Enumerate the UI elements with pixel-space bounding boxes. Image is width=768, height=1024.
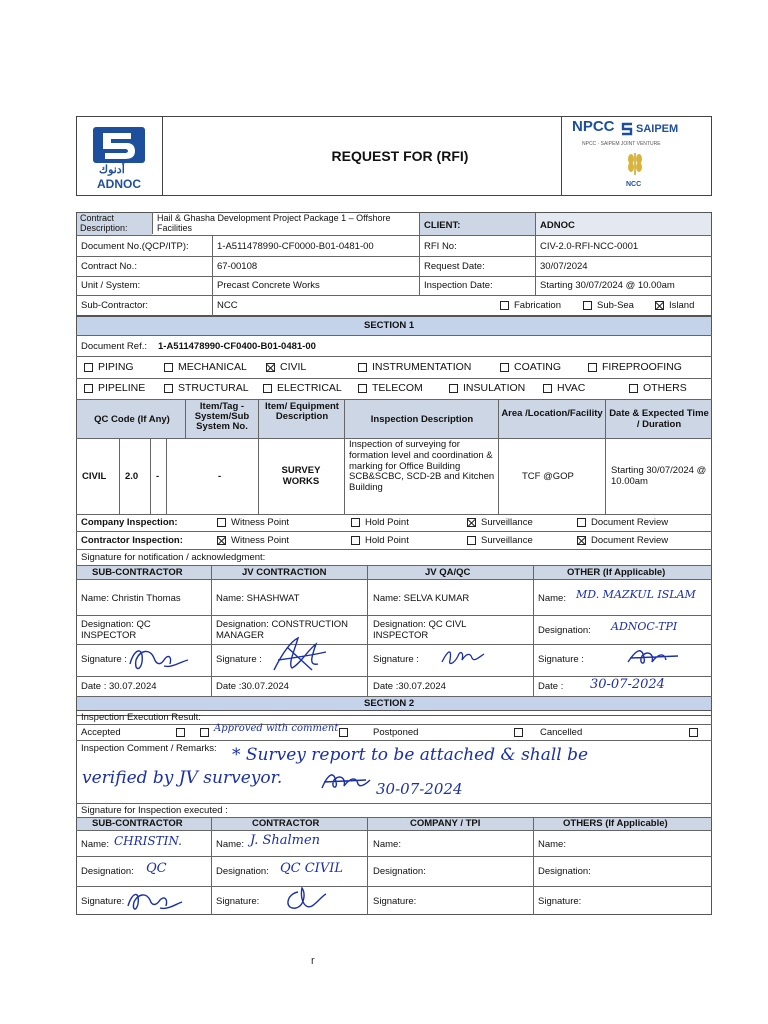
island-checkbox[interactable]: [655, 301, 664, 310]
s2-party-contractor: CONTRACTOR: [252, 818, 320, 829]
name-jv-qaqc: Name: SELVA KUMAR: [373, 593, 470, 604]
contractor-hold-label: Hold Point: [365, 535, 409, 546]
designation-other-handwritten: ADNOC-TPI: [611, 620, 678, 633]
contractor-witness-checkbox[interactable]: [217, 536, 226, 545]
document-title: REQUEST FOR (RFI): [331, 148, 469, 164]
comment-label: Inspection Comment / Remarks:: [81, 743, 217, 754]
comment-sign-date: 30-07-2024: [376, 780, 463, 798]
discipline-checkbox-mechanical[interactable]: [164, 363, 173, 372]
item-equipment-header: Item/ Equipment Description: [265, 401, 339, 422]
contract-no-value: 67-00108: [217, 261, 258, 272]
discipline-checkbox-electrical[interactable]: [263, 384, 272, 393]
s2-name-sub-handwritten: CHRISTIN.: [114, 834, 182, 848]
s2-designation-contractor-label: Designation:: [216, 866, 269, 877]
island-label: Island: [669, 300, 695, 311]
rfi-no-value: CIV-2.0-RFI-NCC-0001: [540, 241, 639, 252]
postponed-label: Postponed: [373, 727, 419, 738]
discipline-label-insulation: INSULATION: [463, 382, 526, 394]
jv-caption: NPCC · SAIPEM JOINT VENTURE: [582, 141, 661, 147]
party-other: OTHER (If Applicable): [567, 567, 666, 578]
contractor-inspection-label: Contractor Inspection:: [81, 535, 183, 546]
date-sub-contractor: Date : 30.07.2024: [81, 681, 157, 692]
contractor-surveillance-label: Surveillance: [481, 535, 533, 546]
discipline-checkbox-others[interactable]: [629, 384, 638, 393]
s2-name-contractor-handwritten: J. Shalmen: [250, 833, 321, 848]
date-other-label: Date :: [538, 681, 564, 692]
discipline-checkbox-instrumentation[interactable]: [358, 363, 367, 372]
party-jv-qaqc: JV QA/QC: [425, 567, 471, 578]
footer-mark: r: [311, 955, 315, 967]
discipline-label-coating: COATING: [514, 361, 562, 373]
sub-sea-label: Sub-Sea: [597, 300, 634, 311]
fabrication-checkbox[interactable]: [500, 301, 509, 310]
document-no-label: Document No.(QCP/ITP):: [81, 241, 189, 252]
item-equipment-value: SURVEY WORKS: [281, 465, 321, 487]
comment-signature: [318, 768, 374, 794]
s2-name-others-label: Name:: [538, 839, 566, 850]
s2-signature-company-label: Signature:: [373, 896, 417, 907]
unit-system-label: Unit / System:: [81, 280, 141, 291]
discipline-checkbox-fireproofing[interactable]: [588, 363, 597, 372]
discipline-checkbox-hvac[interactable]: [543, 384, 552, 393]
s2-signature-contractor-label: Signature:: [216, 896, 260, 907]
discipline-label-mechanical: MECHANICAL: [178, 361, 247, 373]
company-inspection-label: Company Inspection:: [81, 517, 178, 528]
accepted-label: Accepted: [81, 727, 121, 738]
contractor-document-review-label: Document Review: [591, 535, 669, 546]
approved-with-comment-checkbox[interactable]: [200, 728, 209, 737]
accepted-checkbox[interactable]: [176, 728, 185, 737]
comment-line-1: * Survey report to be attached & shall be: [232, 745, 589, 765]
s2-designation-sub-label: Designation:: [81, 866, 134, 877]
adnoc-wordmark: ADNOC: [97, 177, 141, 191]
item-tag-value: -: [218, 471, 222, 482]
discipline-label-hvac: HVAC: [557, 382, 586, 394]
qc-dash-value: -: [156, 471, 160, 482]
qc-num-value: 2.0: [125, 471, 139, 482]
name-sub-contractor: Name: Christin Thomas: [81, 593, 181, 604]
request-date-label: Request Date:: [424, 261, 485, 272]
npcc-wordmark: NPCC: [572, 118, 615, 135]
contractor-witness-label: Witness Point: [231, 535, 290, 546]
name-other-handwritten: MD. MAZKUL ISLAM: [576, 588, 696, 601]
discipline-label-pipeline: PIPELINE: [98, 382, 146, 394]
contractor-hold-checkbox[interactable]: [351, 536, 360, 545]
signature-label-jv: Signature :: [216, 654, 262, 665]
date-jv-contraction: Date :30.07.2024: [216, 681, 289, 692]
company-document-review-checkbox[interactable]: [577, 518, 586, 527]
fabrication-label: Fabrication: [514, 300, 561, 311]
s2-designation-others-label: Designation:: [538, 866, 591, 877]
inspection-description-value: Inspection of surveying for formation level and coordination & marking for Office Building SCB&SCBC, SCD-2B and Kitchen Building: [349, 439, 495, 494]
client-label: CLIENT:: [424, 220, 461, 231]
s2-designation-contractor-handwritten: QC CIVIL: [280, 861, 343, 876]
signature-other: [624, 644, 684, 670]
discipline-label-civil: CIVIL: [280, 361, 307, 373]
company-witness-checkbox[interactable]: [217, 518, 226, 527]
rfi-no-label: RFI No:: [424, 241, 457, 252]
s2-party-company-tpi: COMPANY / TPI: [410, 818, 481, 829]
sub-contractor-value: NCC: [217, 300, 238, 311]
ncc-wheat-icon: [624, 151, 646, 177]
discipline-label-fireproofing: FIREPROOFING: [602, 361, 682, 373]
s2-name-sub-label: Name:: [81, 839, 109, 850]
discipline-checkbox-insulation[interactable]: [449, 384, 458, 393]
header-box: [76, 116, 712, 196]
date-other-handwritten: 30-07-2024: [590, 677, 665, 692]
s2-signature-contractor: [278, 884, 330, 916]
approved-with-comment-handwritten: Approved with comment: [214, 723, 339, 734]
s2-signature-sub: [124, 884, 186, 916]
contract-description-label: Contract Description:: [80, 213, 128, 233]
contract-no-label: Contract No.:: [81, 261, 137, 272]
adnoc-logo: [77, 117, 163, 195]
unit-system-value: Precast Concrete Works: [217, 280, 320, 291]
postponed-checkbox[interactable]: [339, 728, 348, 737]
saipem-s-icon: [620, 122, 634, 136]
document-no-value: 1-A511478990-CF0000-B01-0481-00: [217, 241, 374, 252]
discipline-label-piping: PIPING: [98, 361, 134, 373]
discipline-checkbox-piping[interactable]: [84, 363, 93, 372]
discipline-label-telecom: TELECOM: [372, 382, 423, 394]
contract-description-value: Hail & Ghasha Development Project Package 1 – Offshore Facilities: [157, 213, 391, 233]
ncc-wordmark: NCC: [626, 181, 642, 188]
designation-jv-contraction: Designation: CONSTRUCTION MANAGER: [216, 619, 348, 641]
discipline-label-electrical: ELECTRICAL: [277, 382, 342, 394]
s2-party-sub-contractor: SUB-CONTRACTOR: [92, 818, 183, 829]
client-value: ADNOC: [540, 220, 575, 231]
comment-line-2: verified by JV surveyor.: [82, 768, 283, 788]
party-jv-contraction: JV CONTRACTION: [242, 567, 327, 578]
s2-designation-sub-handwritten: QC: [146, 861, 167, 876]
s2-signature-others-label: Signature:: [538, 896, 582, 907]
discipline-checkbox-pipeline[interactable]: [84, 384, 93, 393]
adnoc-arabic: أدنوك: [99, 164, 125, 176]
request-date-value: 30/07/2024: [540, 261, 588, 272]
company-hold-checkbox[interactable]: [351, 518, 360, 527]
qc-code-value: CIVIL: [82, 471, 107, 482]
sub-sea-checkbox[interactable]: [583, 301, 592, 310]
execution-result-label: Inspection Execution Result:: [81, 712, 201, 723]
signature-sub-contractor: [126, 640, 196, 678]
cancelled-label: Cancelled: [540, 727, 583, 738]
discipline-checkbox-structural[interactable]: [164, 384, 173, 393]
date-expected-header: Date & Expected Time / Duration: [609, 408, 709, 430]
signature-label-other: Signature :: [538, 654, 584, 665]
postponed-checkbox-2[interactable]: [514, 728, 523, 737]
designation-other-label: Designation:: [538, 625, 591, 636]
discipline-checkbox-telecom[interactable]: [358, 384, 367, 393]
date-expected-value: Starting 30/07/2024 @ 10.00am: [611, 465, 707, 487]
company-surveillance-checkbox[interactable]: [467, 518, 476, 527]
designation-sub-contractor: Designation: QC INSPECTOR: [81, 619, 151, 641]
company-document-review-label: Document Review: [591, 517, 669, 528]
discipline-label-instrumentation: INSTRUMENTATION: [372, 361, 472, 373]
area-header: Area /Location/Facility: [501, 408, 603, 419]
discipline-checkbox-civil[interactable]: [266, 363, 275, 372]
company-witness-label: Witness Point: [231, 517, 290, 528]
npcc-saipem-logo: [561, 117, 711, 195]
inspection-date-value: Starting 30/07/2024 @ 10.00am: [540, 280, 675, 291]
signature-executed-label: Signature for Inspection executed :: [81, 805, 228, 816]
document-ref-value: 1-A511478990-CF0400-B01-0481-00: [158, 341, 316, 352]
cancelled-checkbox[interactable]: [689, 728, 698, 737]
inspection-date-label: Inspection Date:: [424, 280, 493, 291]
qc-code-header: QC Code (If Any): [94, 414, 170, 425]
contractor-surveillance-checkbox[interactable]: [467, 536, 476, 545]
designation-jv-qaqc: Designation: QC CIVL INSPECTOR: [373, 619, 467, 641]
s2-name-company-label: Name:: [373, 839, 401, 850]
name-jv-contraction: Name: SHASHWAT: [216, 593, 300, 604]
s2-name-contractor-label: Name:: [216, 839, 244, 850]
signature-jv-contraction: [268, 634, 338, 676]
contractor-document-review-checkbox[interactable]: [577, 536, 586, 545]
signature-notice: Signature for notification / acknowledgment:: [81, 552, 266, 563]
item-tag-header: Item/Tag - System/Sub System No.: [194, 401, 250, 432]
s2-designation-company-label: Designation:: [373, 866, 426, 877]
saipem-wordmark: SAIPEM: [636, 123, 679, 135]
s2-party-others: OTHERS (If Applicable): [563, 818, 668, 829]
section1-title: SECTION 1: [364, 320, 415, 331]
discipline-checkbox-coating[interactable]: [500, 363, 509, 372]
section2-title: SECTION 2: [364, 698, 415, 709]
signature-label-sub: Signature :: [81, 654, 127, 665]
inspection-description-header: Inspection Description: [370, 414, 474, 425]
signature-jv-qaqc: [438, 644, 488, 670]
party-sub-contractor: SUB-CONTRACTOR: [92, 567, 183, 578]
discipline-label-others: OTHERS: [643, 382, 687, 394]
name-other-label: Name:: [538, 593, 566, 604]
s2-signature-sub-label: Signature:: [81, 896, 125, 907]
date-jv-qaqc: Date :30.07.2024: [373, 681, 446, 692]
company-surveillance-label: Surveillance: [481, 517, 533, 528]
signature-label-qaqc: Signature :: [373, 654, 419, 665]
discipline-label-structural: STRUCTURAL: [178, 382, 249, 394]
sub-contractor-label: Sub-Contractor:: [81, 300, 149, 311]
document-ref-label: Document Ref.:: [81, 341, 147, 352]
company-hold-label: Hold Point: [365, 517, 409, 528]
area-value: TCF @GOP: [522, 471, 574, 482]
